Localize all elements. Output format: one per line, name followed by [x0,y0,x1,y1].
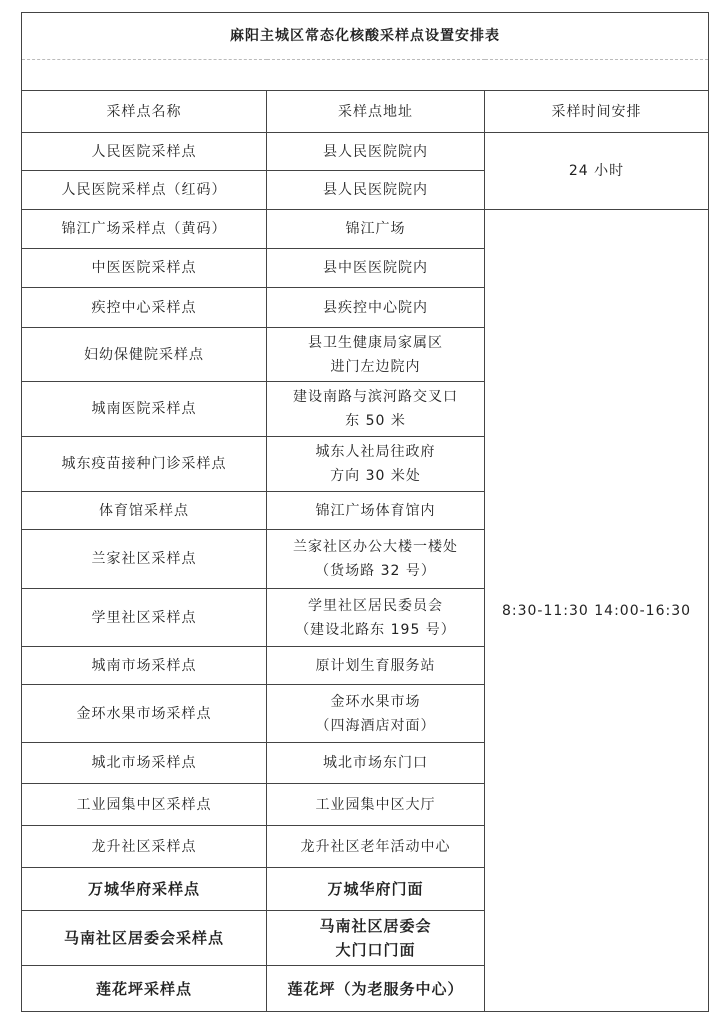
site-address: 县卫生健康局家属区 [308,334,443,351]
page-title: 麻阳主城区常态化核酸采样点设置安排表 [22,13,709,60]
site-name: 工业园集中区采样点 [22,784,267,826]
time-24h: 24 小时 [485,133,709,210]
site-address-line2: （货场路 32 号） [315,563,436,579]
site-name: 人民医院采样点（红码） [22,171,267,210]
site-name: 锦江广场采样点（黄码） [22,210,267,249]
site-address-cell [267,589,485,647]
site-address: 马南社区居委会 [319,917,432,935]
site-name: 兰家社区采样点 [22,530,267,589]
site-address: 县人民医院院内 [267,133,485,171]
site-address: 万城华府门面 [267,868,485,911]
site-address: 城北市场东门口 [267,743,485,784]
schedule-table [21,12,709,1012]
site-address-line2: 东 50 米 [345,413,406,429]
spacer-row [22,60,709,91]
site-address-line2: 大门口门面 [335,941,416,959]
site-name: 体育馆采样点 [22,492,267,530]
site-address: 县疾控中心院内 [267,288,485,328]
header-row [22,91,709,133]
site-address-cell [267,437,485,492]
site-name: 莲花坪采样点 [22,966,267,1012]
site-name: 金环水果市场采样点 [22,685,267,743]
time-day: 8:30-11:30 14:00-16:30 [485,210,709,1012]
site-address: 莲花坪（为老服务中心） [267,966,485,1012]
header-address: 采样点地址 [267,91,485,133]
site-name: 马南社区居委会采样点 [22,911,267,966]
header-time: 采样时间安排 [485,91,709,133]
site-address: 学里社区居民委员会 [308,597,443,614]
site-address: 县中医医院院内 [267,249,485,288]
site-address-line2: 进门左边院内 [330,358,421,375]
site-address: 原计划生育服务站 [267,647,485,685]
site-name: 城南市场采样点 [22,647,267,685]
site-address-cell [267,328,485,382]
site-address: 兰家社区办公大楼一楼处 [293,539,458,555]
site-address-line2: （四海酒店对面） [315,717,436,734]
site-address-cell [267,685,485,743]
site-address: 建设南路与滨河路交叉口 [293,389,458,405]
site-address: 工业园集中区大厅 [267,784,485,826]
site-name: 龙升社区采样点 [22,826,267,868]
site-name: 万城华府采样点 [22,868,267,911]
site-name: 妇幼保健院采样点 [22,328,267,382]
spacer-cell [22,60,709,91]
table-row [22,133,709,171]
site-address-cell [267,382,485,437]
header-name: 采样点名称 [22,91,267,133]
site-address: 县人民医院院内 [267,171,485,210]
site-address: 龙升社区老年活动中心 [267,826,485,868]
site-address: 城东人社局往政府 [315,444,436,460]
site-name: 学里社区采样点 [22,589,267,647]
site-address: 锦江广场体育馆内 [267,492,485,530]
site-address-cell [267,911,485,966]
site-name: 中医医院采样点 [22,249,267,288]
title-row [22,13,709,60]
site-address-cell [267,530,485,589]
site-address: 金环水果市场 [330,693,421,710]
site-name: 疾控中心采样点 [22,288,267,328]
site-name: 城南医院采样点 [22,382,267,437]
site-name: 城东疫苗接种门诊采样点 [22,437,267,492]
site-address-line2: （建设北路东 195 号） [295,621,456,638]
table-row [22,210,709,249]
site-address: 锦江广场 [267,210,485,249]
site-address-line2: 方向 30 米处 [330,468,421,484]
site-name: 城北市场采样点 [22,743,267,784]
site-name: 人民医院采样点 [22,133,267,171]
